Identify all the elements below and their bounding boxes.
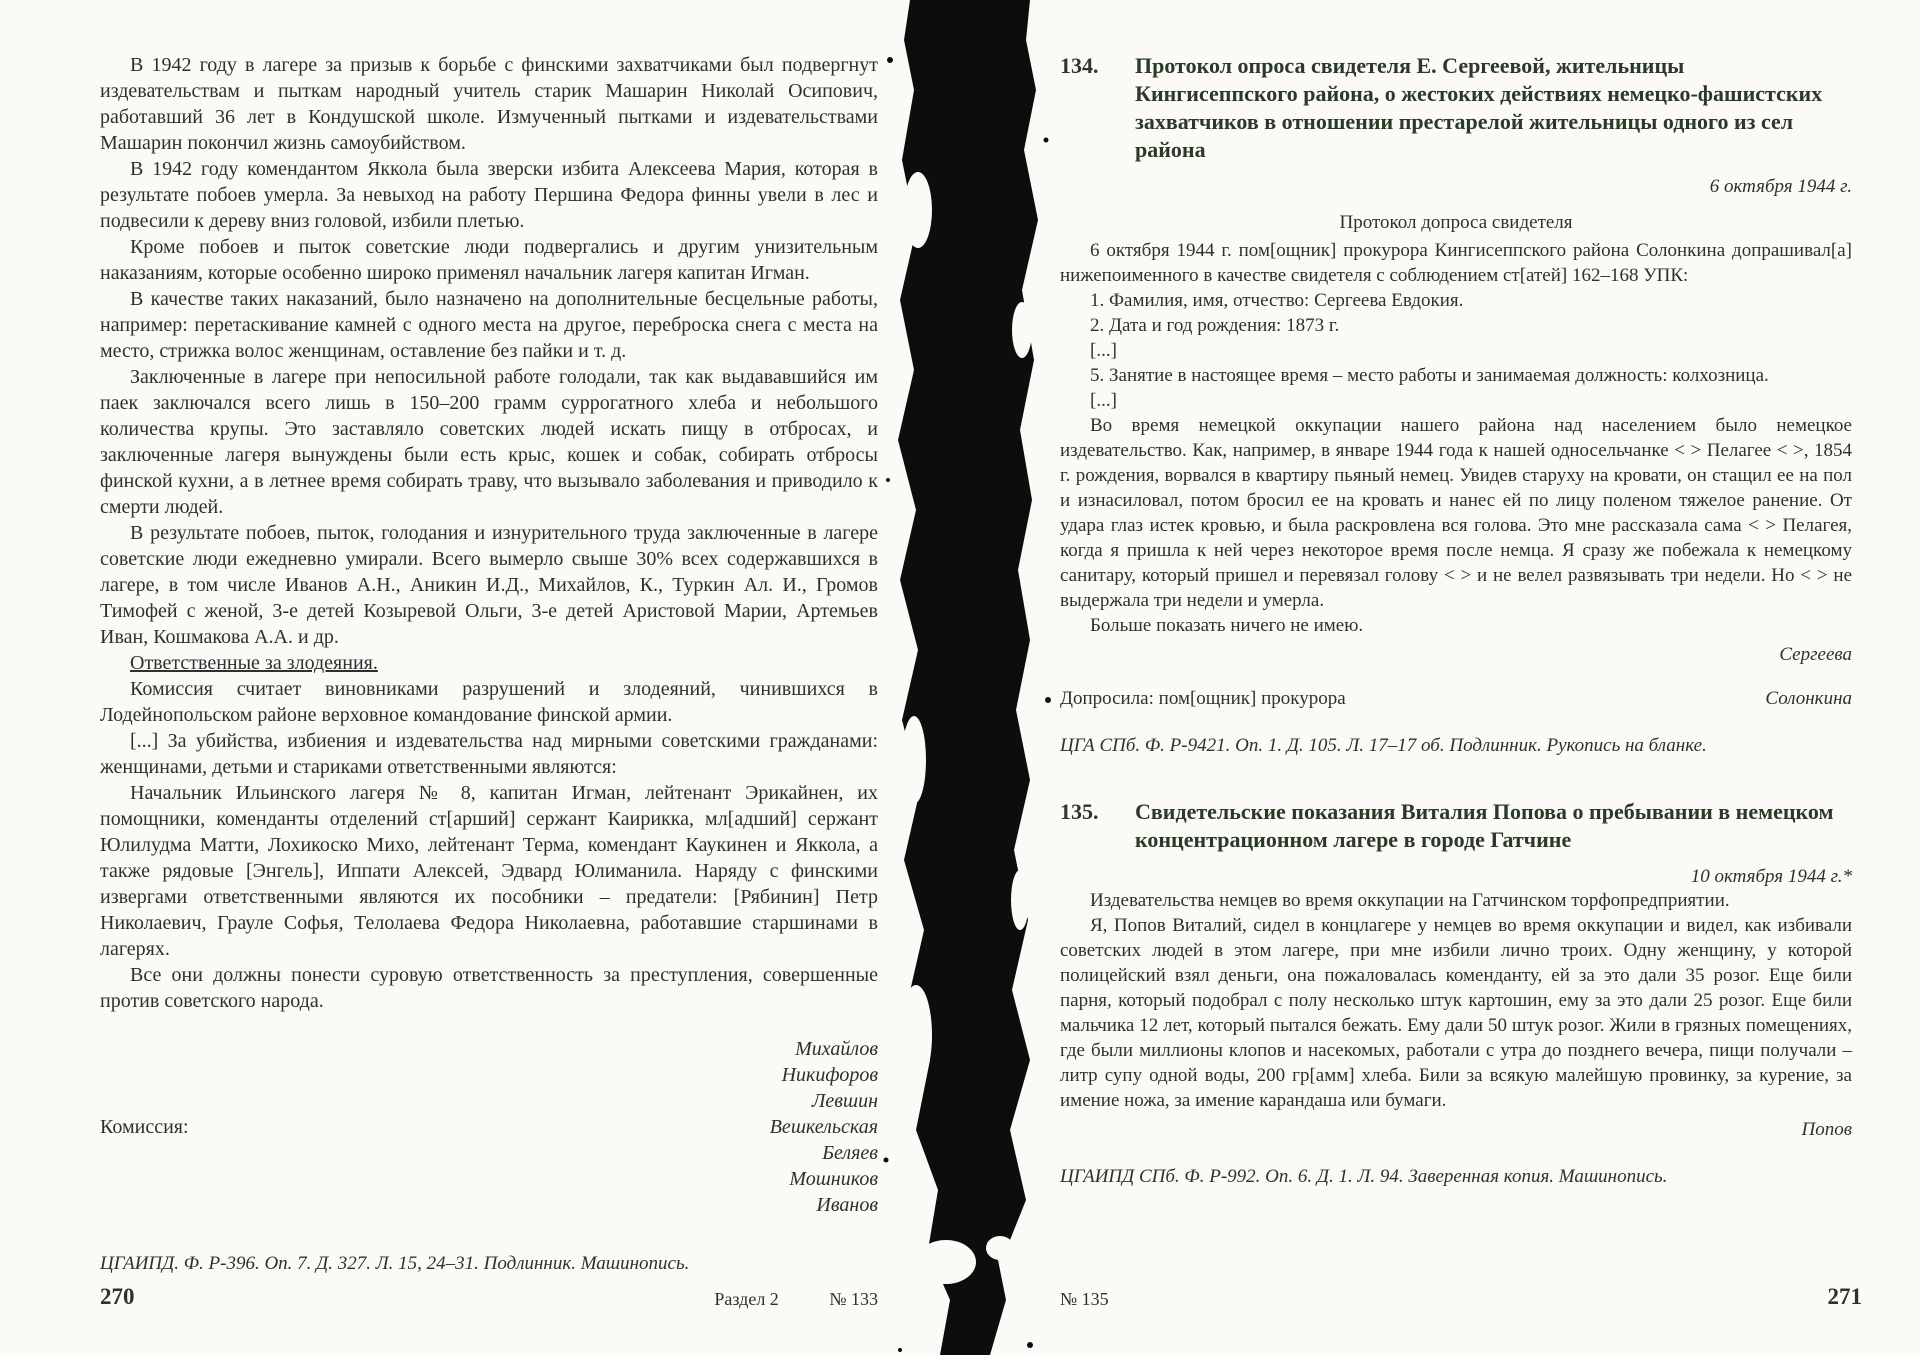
signature-name: Вешкельская: [769, 1116, 878, 1138]
page-number-right: 271: [1827, 1284, 1862, 1309]
witness-signature: Сергеева: [1779, 644, 1852, 665]
left-running-footer: [100, 1289, 878, 1310]
doc-134-heading: [1060, 52, 1852, 164]
interrogator-name: Солонкина: [1765, 688, 1852, 709]
signature-name: Никифоров: [781, 1064, 878, 1086]
doc-134-number: 134.: [1060, 53, 1099, 78]
archival-citation: ЦГАИПД СПб. Ф. Р-992. Оп. 6. Д. 1. Л. 94. Заверенная копия. Машинопись.: [1060, 1166, 1668, 1187]
doc-paragraph: Больше показать ничего не имею.: [1090, 615, 1364, 636]
commission-label: Комиссия:: [100, 1116, 189, 1138]
signature-list: [100, 1036, 878, 1218]
doc-135-number: 135.: [1060, 799, 1099, 824]
page-number-left: 270: [100, 1284, 135, 1309]
right-running-footer: № 135: [1060, 1289, 1109, 1309]
doc-paragraph: [...]: [1090, 340, 1117, 361]
responsible-heading: Ответственные за злодеяния.: [130, 652, 378, 674]
paragraph: Заключенные в лагере при непосильной работе голодали, так как выдававшийся им паек заключался всего лишь в 150–200 грамм суррогатного хлеба и небольшого количества крупы. Это заставляло советских людей искать пищу в отбросах, и заключенные лагеря вынуждены были есть крыс, кошек и собак, собирать отбросы финской кухни, а в летнее время собирать траву, что вызывало заболевания и приводило к смерти людей.: [100, 366, 878, 518]
paragraph: В 1942 году комендантом Яккола была зверски избита Алексеева Мария, которая в результате побоев умерла. За невыход на работу Першина Федора финны увели в лес и подвесили к дереву вниз головой, избили плетью.: [100, 158, 878, 232]
signature-name: Мошников: [789, 1168, 878, 1190]
doc-134-title: Протокол опроса свидетеля Е. Сергеевой, жительницы Кингисеппского района, о жестоких действиях немецко-фашистских захватчиков в отношении престарелой жительницы одного из сел района: [1135, 53, 1823, 162]
footer-section-label: Раздел 2: [714, 1289, 779, 1309]
paragraph: Комиссия считает виновниками разрушений и злодеяний, чинившихся в Лодейнопольском районе верховное командование финской армии.: [100, 678, 878, 726]
signature-name: Иванов: [816, 1194, 878, 1216]
right-page: [1060, 52, 1852, 1189]
doc-paragraph: 2. Дата и год рождения: 1873 г.: [1090, 315, 1340, 336]
paragraph: Начальник Ильинского лагеря № 8, капитан Игман, лейтенант Эрикайнен, их помощники, коменданты отделений ст[арший] сержант Каирикка, мл[адший] сержант Юлилудма Матти, Лохикоско Михо, лейтенант Терма, комендант Каукинен и Яккола, а также рядовые [Энгель], Иппати Алексей, Эдвард Юлиманила. Наряду с финскими извергами ответственными являются их пособники – предатели: [Рябинин] Петр Николаевич, Грауле Софья, Телолаева Федора Николаевна, работавшие старшинами в лагерях.: [100, 782, 878, 960]
doc-paragraph: Издевательства немцев во время оккупации на Гатчинском торфопредприятии.: [1090, 890, 1730, 911]
doc-paragraph: Во время немецкой оккупации нашего района над населением было немецкое издевательство. Как, например, в январе 1944 года к нашей односельчанке < > Пелагее < >, 1854 г. рождения, ворвался в квартиру пьяный немец. Увидев старуху на кровати, он стащил ее на пол и изнасиловал, потом бросил ее на кровать и нанес ей по лицу поленом тяжелое ранение. От удара глаз истек кровью, и была раскровлена вся голова. Это мне рассказала сама < > Пелагея, когда я пришла к ней через некоторое время после немца. Я сразу же побежала к немецкому санитару, который пришел и перевязал голову < > и не велел развязывать три недели. Но < > не выдержала три недели и умерла.: [1060, 415, 1852, 611]
paragraph: Все они должны понести суровую ответственность за преступления, совершенные против советского народа.: [100, 964, 878, 1012]
left-page: [100, 52, 878, 1276]
signature-name: Михайлов: [795, 1038, 878, 1060]
paragraph: В качестве таких наказаний, было назначено на дополнительные бесцельные работы, например: перетаскивание камней с одного места на другое, переброска снега с места на место, стрижка волос женщинам, оставление без пайки и т. д.: [100, 288, 878, 362]
signature-name: Левшин: [811, 1090, 878, 1112]
binding-scan-artifact: [880, 0, 1060, 1355]
interrogator-row: [1060, 688, 1852, 710]
doc-paragraph: 1. Фамилия, имя, отчество: Сергеева Евдокия.: [1090, 290, 1464, 311]
commission-signature-block: [100, 1036, 878, 1222]
doc-135-date: 10 октября 1944 г.*: [1690, 866, 1852, 887]
interrogator-label: Допросила: пом[ощник] прокурора: [1060, 688, 1346, 709]
doc-paragraph: Я, Попов Виталий, сидел в концлагере у немцев во время оккупации и видел, как избивали советских людей в этом лагере, при мне избили лично троих. Одну женщину, у которой полицейский взял деньги, она пожаловалась коменданту, ей за это дали 35 розог. Еще били парня, который подобрал с полу несколько штук картошин, ему за это дали 25 розог. Еще били мальчика 12 лет, который пытался бежать. Ему дали 50 штук розог. Жили в грязных помещениях, где были миллионы клопов и насекомых, работали с утра до позднего вечера, пищи получали – литр супу одной воды, 200 гр[амм] хлеба. Били за всякую малейшую провинку, за курение, за имение ножа, за имение карандаша или бумаги.: [1060, 915, 1852, 1111]
doc-paragraph: [...]: [1090, 390, 1117, 411]
paragraph: Кроме побоев и пыток советские люди подвергались и другим унизительным наказаниям, которые особенно широко применял начальник лагеря капитан Игман.: [100, 236, 878, 284]
doc-135-heading: [1060, 798, 1852, 854]
witness-signature: Попов: [1801, 1119, 1852, 1140]
signature-name: Беляев: [822, 1142, 878, 1164]
doc-paragraph: 5. Занятие в настоящее время – место работы и занимаемая должность: колхозница.: [1090, 365, 1769, 386]
paragraph: В 1942 году в лагере за призыв к борьбе с финскими захватчиками был подвергнут издевательствам и пыткам народный учитель старик Машарин Николай Осипович, работавший 36 лет в Кондушской школе. Измученный пытками и издевательствами Машарин покончил жизнь самоубийством.: [100, 54, 878, 154]
doc-135-title: Свидетельские показания Виталия Попова о пребывании в немецком концентрационном лагере в городе Гатчине: [1135, 799, 1834, 852]
doc-134-subtitle: Протокол допроса свидетеля: [1339, 212, 1573, 233]
doc-paragraph: 6 октября 1944 г. пом[ощник] прокурора Кингисеппского района Солонкина допрашивал[а] нижепоименного в качестве свидетеля с соблюдением ст[атей] 162–168 УПК:: [1060, 240, 1852, 286]
footer-doc-label: № 133: [829, 1289, 878, 1309]
archival-citation: ЦГА СПб. Ф. Р-9421. Оп. 1. Д. 105. Л. 17–17 об. Подлинник. Рукопись на бланке.: [1060, 735, 1707, 756]
doc-134-date: 6 октября 1944 г.: [1709, 176, 1852, 197]
archival-citation: ЦГАИПД. Ф. Р-396. Оп. 7. Д. 327. Л. 15, 24–31. Подлинник. Машинопись.: [100, 1253, 690, 1274]
paragraph: [...] За убийства, избиения и издевательства над мирными советскими гражданами: женщинами, детьми и стариками ответственными являются:: [100, 730, 878, 778]
paragraph: В результате побоев, пыток, голодания и изнурительного труда заключенные в лагере советские люди ежедневно умирали. Всего вымерло свыше 30% всех содержавшихся в лагере, в том числе Иванов А.Н., Аникин И.Д., Михайлов, К., Туркин Ал. И., Громов Тимофей с женой, 3-е детей Козыревой Ольги, 3-е детей Аристовой Марии, Артемьев Иван, Кошмакова А.А. и др.: [100, 522, 878, 648]
